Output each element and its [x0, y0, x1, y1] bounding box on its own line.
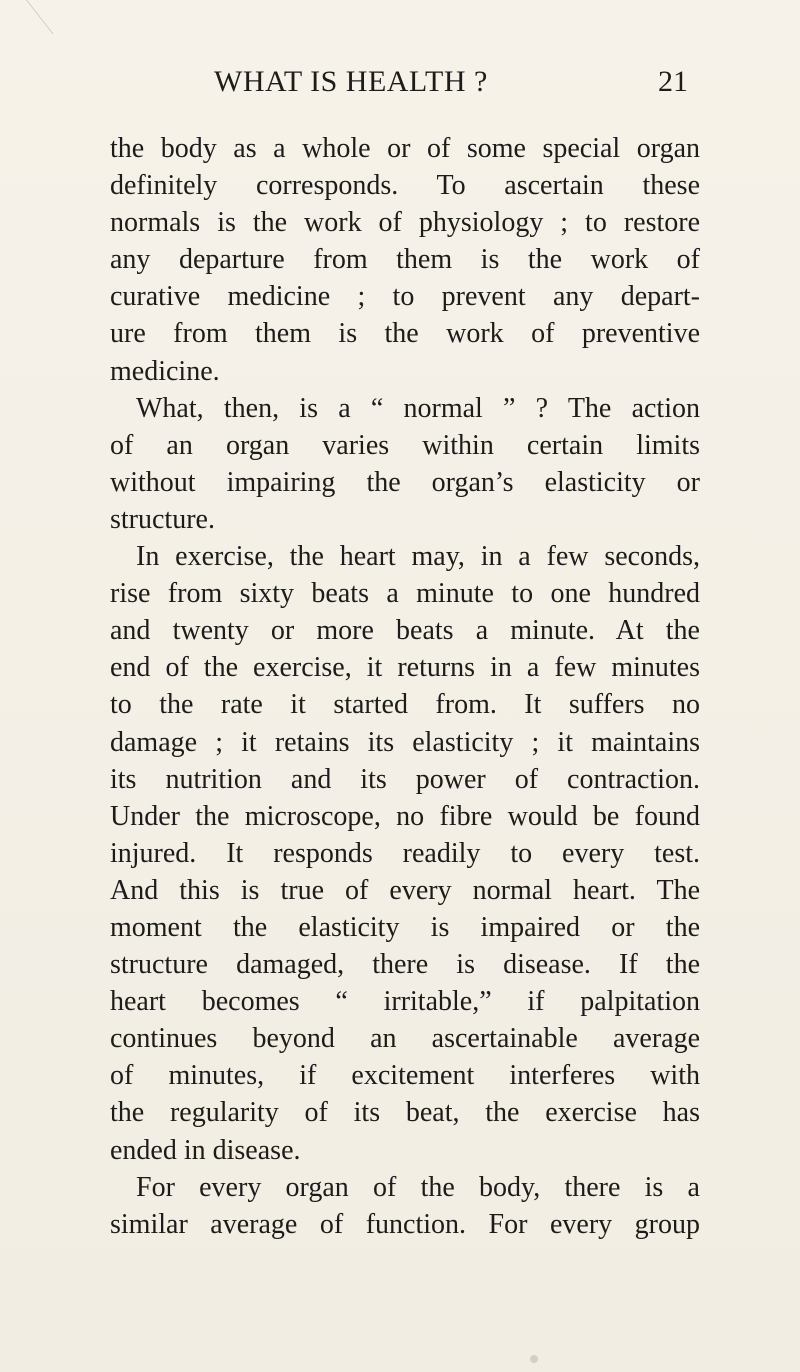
text-line: ure from them is the work of preventive: [110, 318, 700, 350]
text-line: And this is true of every normal heart. The: [110, 874, 700, 906]
text-line: heart becomes “ irritable,” if palpitation: [110, 986, 700, 1018]
text-line: curative medicine ; to prevent any depart-: [110, 281, 700, 313]
text-line: any departure from them is the work of: [110, 244, 700, 276]
text-line: of minutes, if excitement interferes with: [110, 1060, 700, 1092]
page-corner-mark: [0, 0, 54, 34]
text-line: For every organ of the body, there is a: [136, 1171, 700, 1203]
text-line: structure damaged, there is disease. If the: [110, 949, 700, 981]
text-line: the body as a whole or of some special organ: [110, 133, 700, 164]
text-line: similar average of function. For every group: [110, 1208, 700, 1240]
text-line: its nutrition and its power of contraction.: [110, 763, 700, 795]
text-line: without impairing the organ’s elasticity or: [110, 466, 700, 498]
text-line: moment the elasticity is impaired or the: [110, 911, 700, 943]
text-line: to the rate it started from. It suffers no: [110, 689, 700, 721]
text-line: definitely corresponds. To ascertain these: [110, 170, 700, 202]
text-line: Under the microscope, no fibre would be found: [110, 800, 700, 832]
text-line: normals is the work of physiology ; to restore: [110, 207, 700, 239]
body-text: [110, 130, 700, 1243]
text-line: medicine.: [110, 355, 220, 387]
text-line: the regularity of its beat, the exercise has: [110, 1097, 700, 1129]
text-line: rise from sixty beats a minute to one hundred: [110, 578, 700, 610]
paper-speck: [530, 1355, 538, 1363]
text-line: continues beyond an ascertainable average: [110, 1023, 700, 1055]
text-line: ended in disease.: [110, 1134, 301, 1166]
chapter-title: WHAT IS HEALTH ?: [214, 65, 488, 98]
text-line: In exercise, the heart may, in a few seconds,: [136, 541, 700, 573]
text-line: end of the exercise, it returns in a few minutes: [110, 652, 700, 684]
page-number: 21: [658, 65, 688, 98]
running-head: [0, 62, 800, 106]
text-line: damage ; it retains its elasticity ; it maintains: [110, 726, 700, 758]
text-line: What, then, is a “ normal ” ? The action: [136, 392, 700, 424]
text-line: injured. It responds readily to every test.: [110, 837, 700, 869]
text-line: of an organ varies within certain limits: [110, 429, 700, 461]
text-line: and twenty or more beats a minute. At the: [110, 615, 700, 647]
text-line: structure.: [110, 503, 215, 535]
